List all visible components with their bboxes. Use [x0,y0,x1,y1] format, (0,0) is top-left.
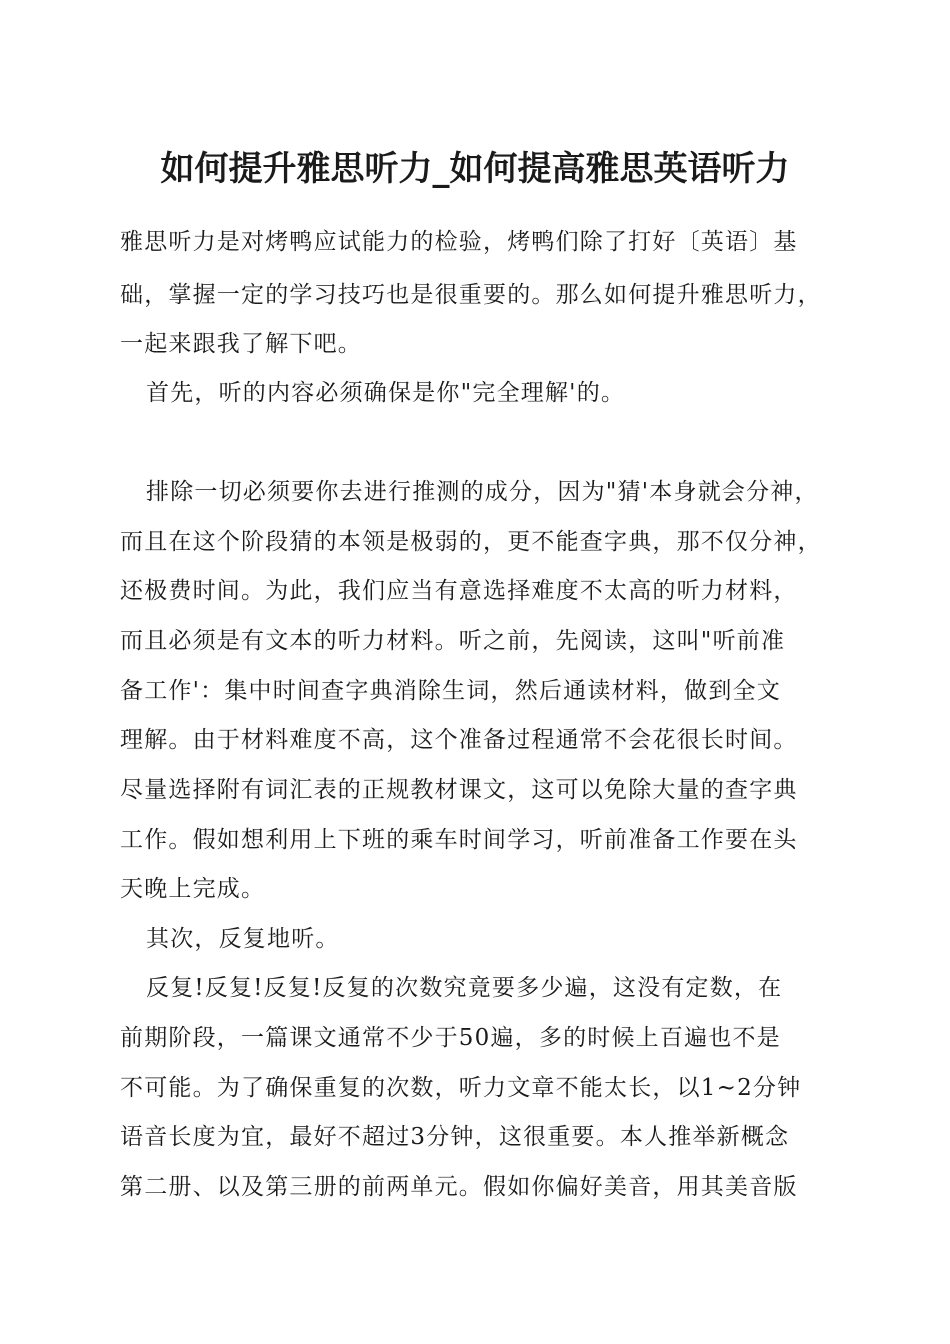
text-line: 其次，反复地听。 [146,926,340,952]
text-line: 语音长度为宜，最好不超过3分钟，这很重要。本人推举新概念 [120,1124,790,1150]
text-line: 尽量选择附有词汇表的正规教材课文，这可以免除大量的查字典 [120,777,798,803]
document-title: 如何提升雅思听力_如何提高雅思英语听力 [160,149,790,189]
text-line: 首先，听的内容必须确保是你"完全理解'的。 [146,380,626,406]
text-line: 不可能。为了确保重复的次数，听力文章不能太长，以1~2分钟 [120,1075,802,1101]
text-line: 而且必须是有文本的听力材料。听之前，先阅读，这叫"听前准 [120,628,786,654]
text-line: 反复!反复!反复!反复的次数究竟要多少遍，这没有定数，在 [146,975,783,1001]
text-line: 而且在这个阶段猜的本领是极弱的，更不能查字典，那不仅分神， [120,529,822,555]
text-line: 第二册、以及第三册的前两单元。假如你偏好美音，用其美音版 [120,1174,798,1200]
text-line: 备工作'：集中时间查字典消除生词，然后通读材料，做到全文 [120,678,781,704]
text-line: 前期阶段，一篇课文通常不少于50遍，多的时候上百遍也不是 [120,1025,781,1051]
text-line: 一起来跟我了解下吧。 [120,331,362,357]
text-line: 工作。假如想利用上下班的乘车时间学习，听前准备工作要在头 [120,827,798,853]
text-line: 排除一切必须要你去进行推测的成分，因为"猜'本身就会分神， [146,479,819,505]
text-line: 雅思听力是对烤鸭应试能力的检验，烤鸭们除了打好〔英语〕基 [120,229,798,255]
text-line: 理解。由于材料难度不高，这个准备过程通常不会花很长时间。 [120,727,798,753]
text-line: 天晚上完成。 [120,876,266,902]
text-line: 还极费时间。为此，我们应当有意选择难度不太高的听力材料， [120,578,798,604]
text-line: 础，掌握一定的学习技巧也是很重要的。那么如何提升雅思听力， [120,282,822,308]
